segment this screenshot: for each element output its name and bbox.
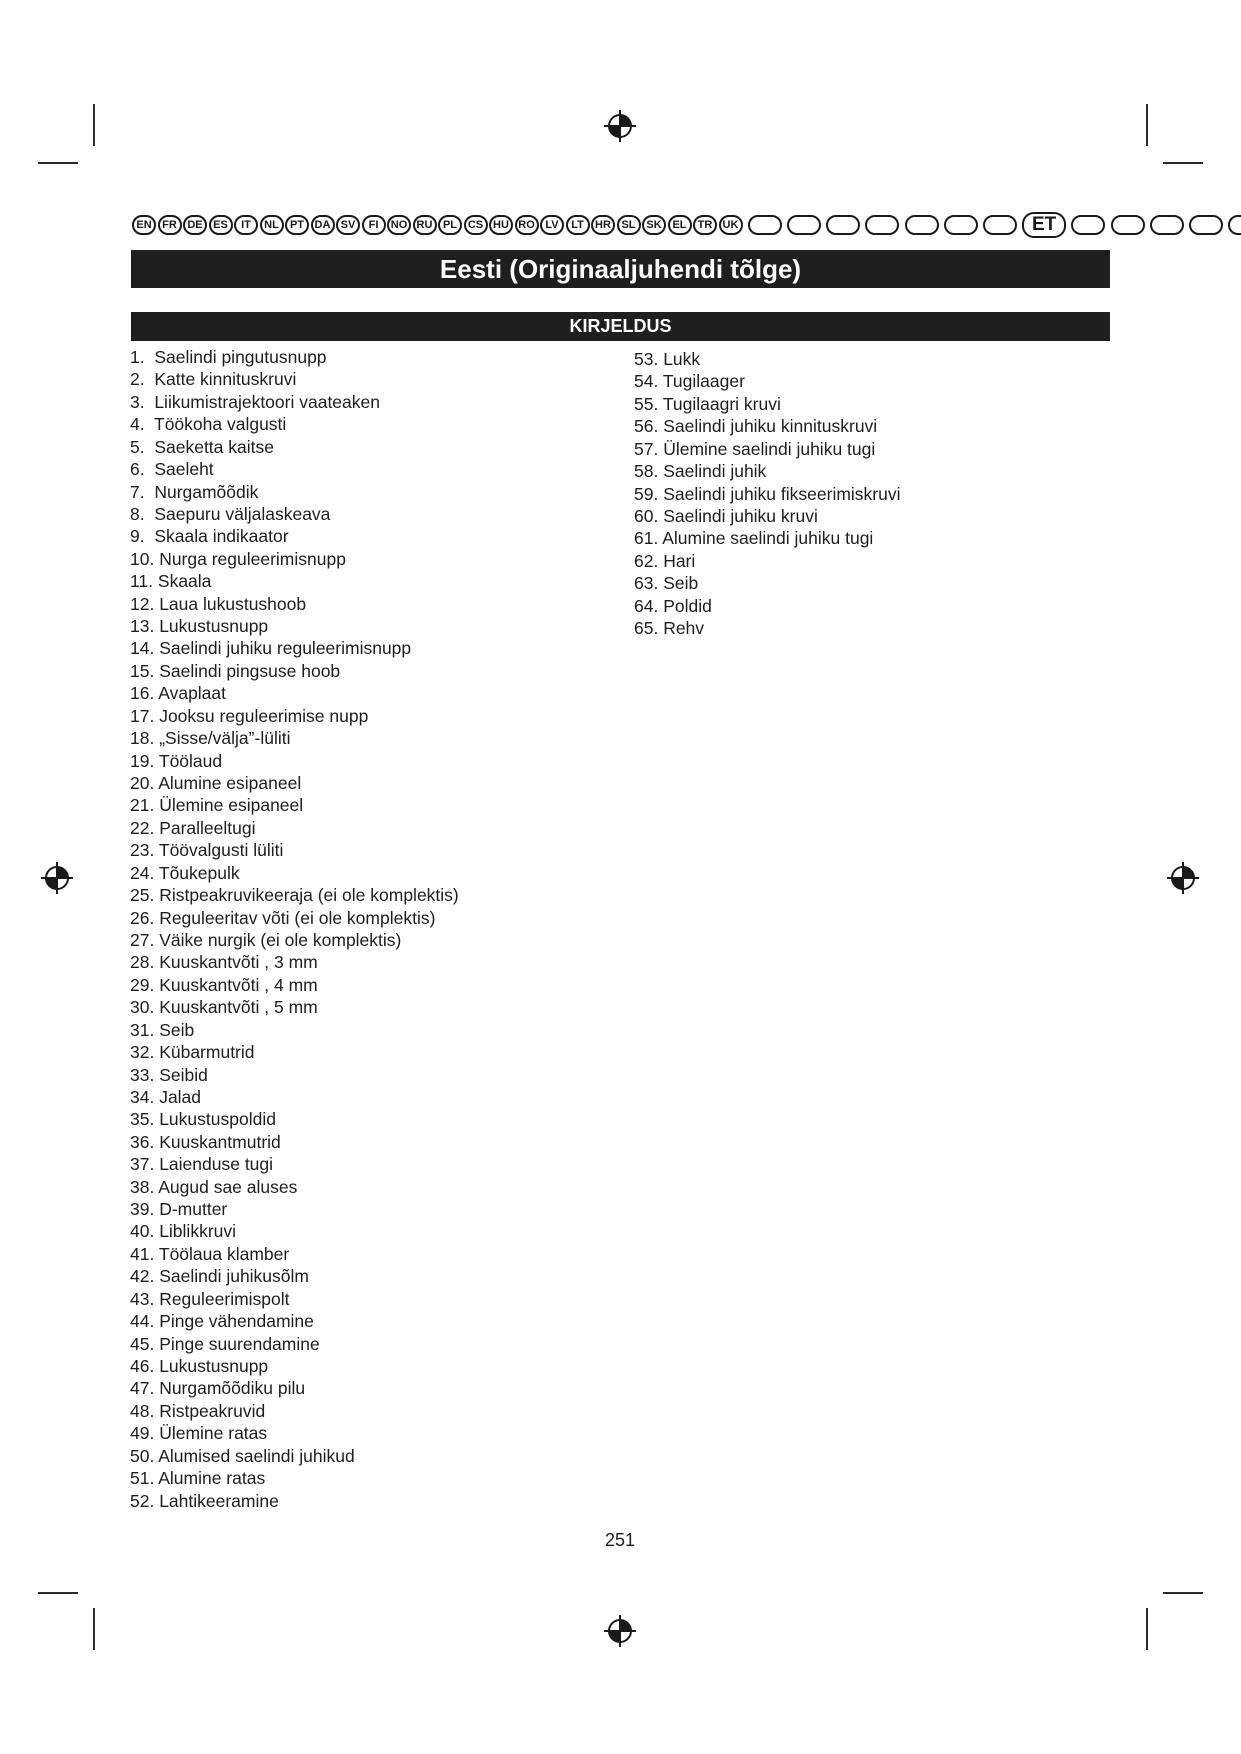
parts-list-right <box>634 348 901 639</box>
list-item: 15. Saelindi pingsuse hoob <box>130 660 341 681</box>
language-tab-pt: PT <box>285 215 309 235</box>
registration-mark-bottom-icon <box>603 1614 637 1648</box>
language-tab-fr: FR <box>158 215 182 235</box>
list-item: 53. Lukk <box>634 349 701 369</box>
registration-mark-left-icon <box>40 861 74 895</box>
list-item: 34. Jalad <box>130 1086 202 1107</box>
list-item: 26. Reguleeritav võti (ei ole komplektis) <box>130 907 436 928</box>
language-tab-bar <box>132 212 1110 238</box>
list-item: 17. Jooksu reguleerimise nupp <box>130 705 369 726</box>
list-item: 8. Saepuru väljalaskeava <box>130 503 331 524</box>
list-item: 5. Saeketta kaitse <box>130 436 274 457</box>
list-item: 24. Tõukepulk <box>130 862 240 883</box>
language-tab-empty <box>983 215 1017 235</box>
language-tab-nl: NL <box>260 215 284 235</box>
list-item: 6. Saeleht <box>130 459 214 480</box>
crop-mark-bottom-left-horizontal <box>38 1592 78 1594</box>
language-tab-empty <box>865 215 899 235</box>
language-tab-da: DA <box>311 215 335 235</box>
list-item: 51. Alumine ratas <box>130 1468 266 1489</box>
language-tab-el: EL <box>668 215 692 235</box>
list-item: 55. Tugilaagri kruvi <box>634 393 781 414</box>
list-item: 57. Ülemine saelindi juhiku tugi <box>634 438 876 459</box>
list-item: 23. Töövalgusti lüliti <box>130 840 284 861</box>
list-item: 9. Skaala indikaator <box>130 526 289 547</box>
list-item: 30. Kuuskantvõti , 5 mm <box>130 997 318 1018</box>
list-item: 38. Augud sae aluses <box>130 1176 298 1197</box>
list-item: 62. Hari <box>634 550 696 571</box>
language-tab-empty <box>905 215 939 235</box>
list-item: 13. Lukustusnupp <box>130 616 269 637</box>
list-item: 50. Alumised saelindi juhikud <box>130 1445 355 1466</box>
language-tab-empty <box>1111 215 1145 235</box>
registration-mark-top-icon <box>603 109 637 143</box>
language-tab-hr: HR <box>591 215 615 235</box>
list-item: 61. Alumine saelindi juhiku tugi <box>634 528 874 549</box>
list-item: 37. Laienduse tugi <box>130 1154 274 1175</box>
list-item: 20. Alumine esipaneel <box>130 773 302 794</box>
language-tab-empty <box>944 215 978 235</box>
language-tab-empty <box>787 215 821 235</box>
language-tab-sk: SK <box>642 215 666 235</box>
language-tab-empty <box>1189 215 1223 235</box>
language-tab-tr: TR <box>693 215 717 235</box>
list-item: 59. Saelindi juhiku fikseerimiskruvi <box>634 483 901 504</box>
page-number: 251 <box>604 1530 636 1550</box>
crop-mark-top-right-horizontal <box>1163 162 1203 164</box>
list-item: 52. Lahtikeeramine <box>130 1490 279 1511</box>
page-title: Eesti (Originaaljuhendi tõlge) <box>131 250 1110 288</box>
language-tab-it: IT <box>234 215 258 235</box>
list-item: 10. Nurga reguleerimisnupp <box>130 548 346 569</box>
list-item: 44. Pinge vähendamine <box>130 1311 314 1332</box>
list-item: 29. Kuuskantvõti , 4 mm <box>130 974 318 995</box>
list-item: 46. Lukustusnupp <box>130 1355 269 1376</box>
list-item: 28. Kuuskantvõti , 3 mm <box>130 952 318 973</box>
language-tab-uk: UK <box>719 215 743 235</box>
language-tab-es: ES <box>209 215 233 235</box>
list-item: 49. Ülemine ratas <box>130 1423 268 1444</box>
list-item: 64. Poldid <box>634 595 712 616</box>
list-item: 7. Nurgamõõdik <box>130 481 259 502</box>
list-item: 48. Ristpeakruvid <box>130 1400 266 1421</box>
crop-mark-bottom-left-vertical <box>93 1608 95 1650</box>
list-item: 12. Laua lukustushoob <box>130 593 307 614</box>
list-item: 43. Reguleerimispolt <box>130 1288 290 1309</box>
section-title: KIRJELDUS <box>131 312 1110 341</box>
crop-mark-bottom-right-vertical <box>1146 1608 1148 1650</box>
list-item: 42. Saelindi juhikusõlm <box>130 1266 309 1287</box>
list-item: 31. Seib <box>130 1019 195 1040</box>
language-tab-empty <box>826 215 860 235</box>
list-item: 25. Ristpeakruvikeeraja (ei ole komplektis) <box>130 885 459 906</box>
language-tab-lt: LT <box>566 215 590 235</box>
language-tab-fi: FI <box>362 215 386 235</box>
list-item: 22. Paralleeltugi <box>130 817 256 838</box>
language-tab-hu: HU <box>489 215 513 235</box>
language-tab-et: ET <box>1022 212 1066 238</box>
language-tab-no: NO <box>387 215 411 235</box>
list-item: 45. Pinge suurendamine <box>130 1333 320 1354</box>
crop-mark-top-right-vertical <box>1146 104 1148 146</box>
language-tab-ru: RU <box>413 215 437 235</box>
list-item: 40. Liblikkruvi <box>130 1221 237 1242</box>
list-item: 11. Skaala <box>130 571 212 592</box>
crop-mark-top-left-vertical <box>93 104 95 146</box>
language-tab-empty <box>1071 215 1105 235</box>
language-tab-en: EN <box>132 215 156 235</box>
list-item: 1. Saelindi pingutusnupp <box>130 347 327 367</box>
list-item: 4. Töökoha valgusti <box>130 414 287 435</box>
registration-mark-right-icon <box>1166 861 1200 895</box>
list-item: 19. Töölaud <box>130 750 223 771</box>
crop-mark-top-left-horizontal <box>38 162 78 164</box>
language-tab-cs: CS <box>464 215 488 235</box>
crop-mark-bottom-right-horizontal <box>1163 1592 1203 1594</box>
list-item: 14. Saelindi juhiku reguleerimisnupp <box>130 638 412 659</box>
list-item: 33. Seibid <box>130 1064 208 1085</box>
language-tab-pl: PL <box>438 215 462 235</box>
list-item: 60. Saelindi juhiku kruvi <box>634 505 818 526</box>
language-tab-lv: LV <box>540 215 564 235</box>
list-item: 47. Nurgamõõdiku pilu <box>130 1378 306 1399</box>
list-item: 54. Tugilaager <box>634 371 745 392</box>
list-item: 32. Kübarmutrid <box>130 1042 255 1063</box>
list-item: 65. Rehv <box>634 618 705 639</box>
language-tab-empty <box>1228 215 1241 235</box>
language-tab-de: DE <box>183 215 207 235</box>
language-tab-empty <box>1150 215 1184 235</box>
language-tab-ro: RO <box>515 215 539 235</box>
list-item: 16. Avaplaat <box>130 683 227 704</box>
list-item: 58. Saelindi juhik <box>634 461 767 482</box>
language-tab-sv: SV <box>336 215 360 235</box>
list-item: 36. Kuuskantmutrid <box>130 1131 281 1152</box>
list-item: 35. Lukustuspoldid <box>130 1109 276 1130</box>
list-item: 63. Seib <box>634 573 699 594</box>
language-tab-sl: SL <box>617 215 641 235</box>
list-item: 18. „Sisse/välja”-lüliti <box>130 728 291 749</box>
list-item: 27. Väike nurgik (ei ole komplektis) <box>130 929 402 950</box>
list-item: 41. Töölaua klamber <box>130 1243 290 1264</box>
list-item: 39. D-mutter <box>130 1199 228 1220</box>
list-item: 56. Saelindi juhiku kinnituskruvi <box>634 416 878 437</box>
language-tab-empty <box>748 215 782 235</box>
list-item: 3. Liikumistrajektoori vaateaken <box>130 391 380 412</box>
list-item: 2. Katte kinnituskruvi <box>130 369 297 390</box>
list-item: 21. Ülemine esipaneel <box>130 795 304 816</box>
parts-list-left <box>130 346 459 1512</box>
